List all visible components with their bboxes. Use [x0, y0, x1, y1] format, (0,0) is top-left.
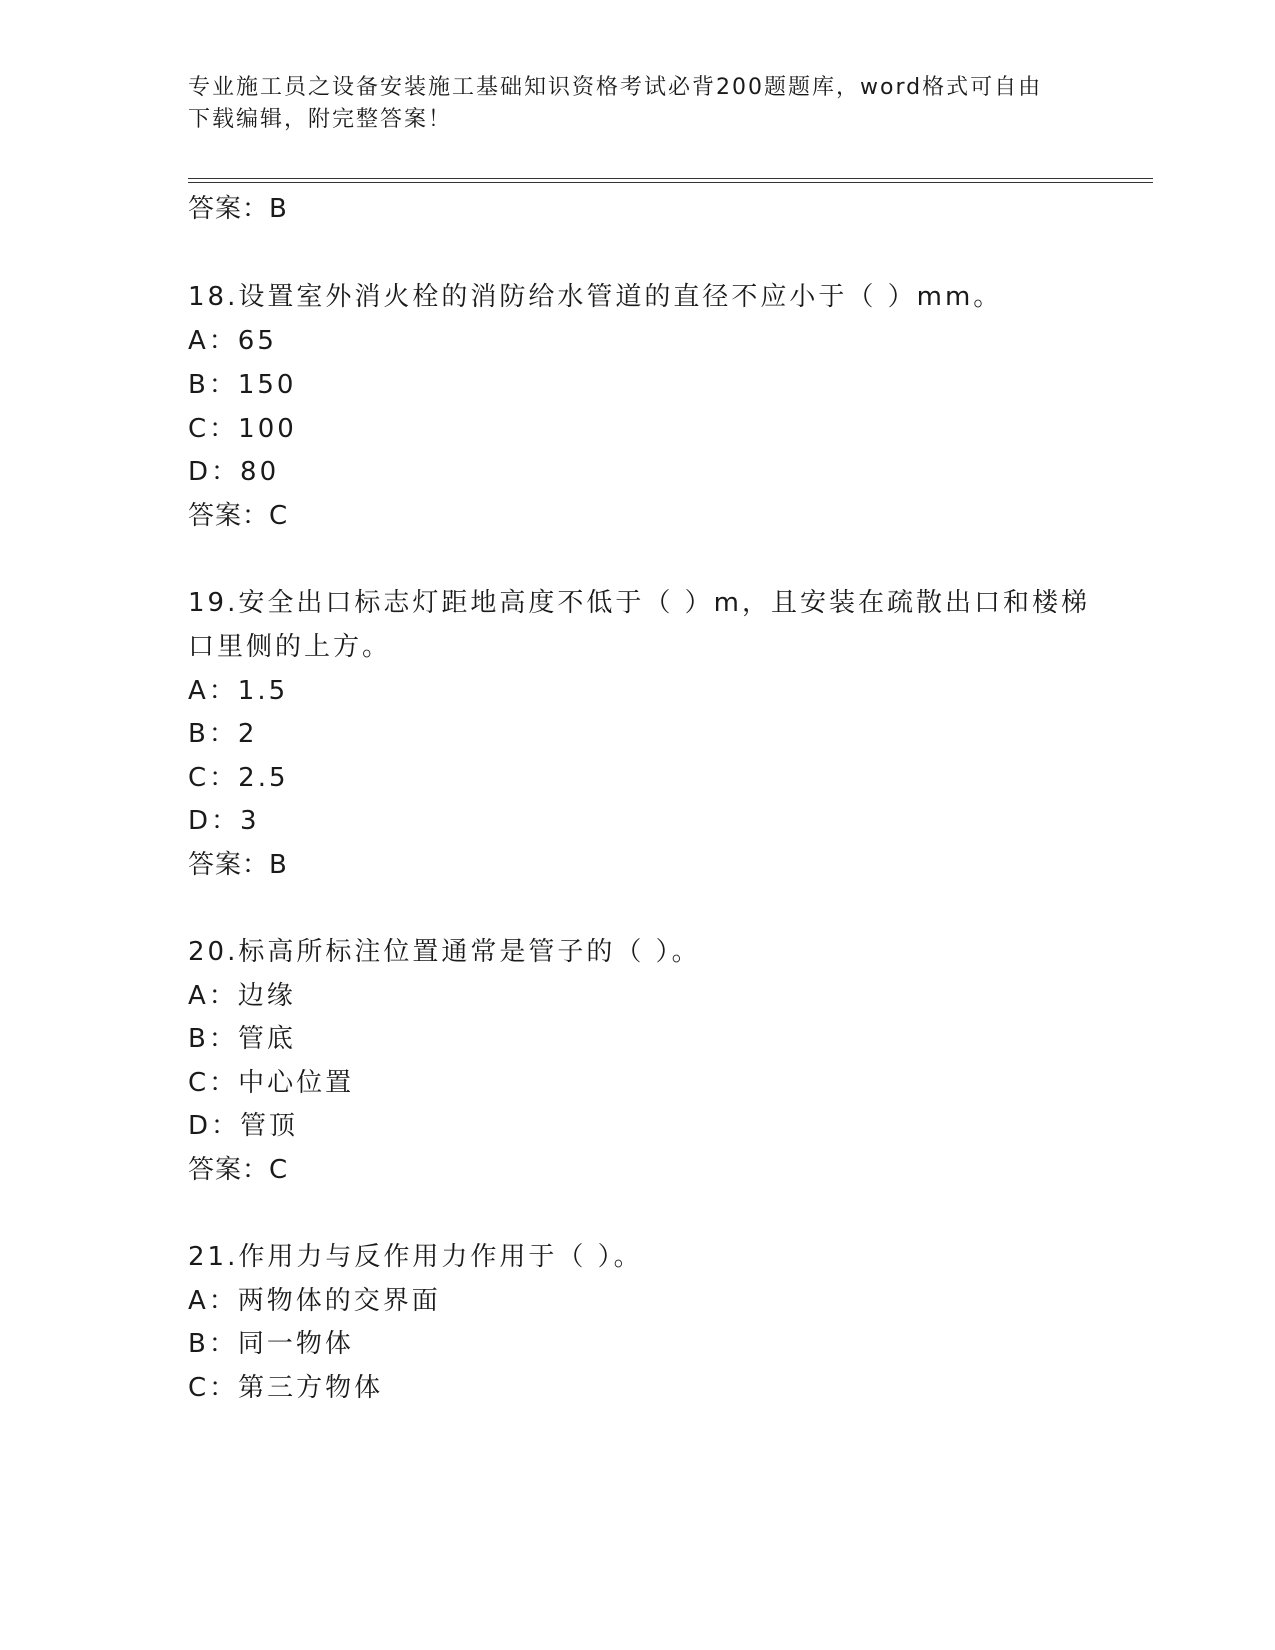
header-line-1: 专业施工员之设备安装施工基础知识资格考试必背200题题库，word格式可自由 — [188, 75, 1043, 100]
question-18-option-a: A：65 — [188, 326, 277, 356]
question-20-answer: 答案：C — [188, 1155, 289, 1185]
question-20-option-c: C：中心位置 — [188, 1068, 355, 1098]
question-19-stem-line-1: 19.安全出口标志灯距地高度不低于（ ）m，且安装在疏散出口和楼梯 — [188, 588, 1090, 618]
question-19-stem-line-2: 口里侧的上方。 — [188, 632, 392, 662]
question-20-option-b: B：管底 — [188, 1024, 296, 1054]
question-18-answer: 答案：C — [188, 501, 289, 531]
question-19-option-d: D：3 — [188, 806, 260, 836]
question-18-stem: 18.设置室外消火栓的消防给水管道的直径不应小于（ ）mm。 — [188, 282, 1003, 312]
header-divider-bottom — [188, 182, 1153, 183]
question-20-option-a: A：边缘 — [188, 981, 296, 1011]
header-divider-top — [188, 178, 1153, 179]
question-20-stem: 20.标高所标注位置通常是管子的（ ）。 — [188, 937, 701, 967]
question-19-option-c: C：2.5 — [188, 763, 289, 793]
question-21-stem: 21.作用力与反作用力作用于（ ）。 — [188, 1242, 643, 1272]
answer-17: 答案：B — [188, 194, 288, 224]
question-18-option-c: C：100 — [188, 414, 297, 444]
question-18-option-d: D：80 — [188, 457, 280, 487]
question-21-option-b: B：同一物体 — [188, 1329, 354, 1359]
question-19-answer: 答案：B — [188, 850, 288, 880]
question-21-option-c: C：第三方物体 — [188, 1373, 384, 1403]
question-19-option-b: B：2 — [188, 719, 258, 749]
header-line-2: 下载编辑，附完整答案！ — [188, 107, 453, 132]
question-18-option-b: B：150 — [188, 370, 297, 400]
question-20-option-d: D：管顶 — [188, 1111, 299, 1141]
document-header — [188, 72, 1088, 136]
question-21-option-a: A：两物体的交界面 — [188, 1286, 441, 1316]
question-19-option-a: A：1.5 — [188, 676, 289, 706]
